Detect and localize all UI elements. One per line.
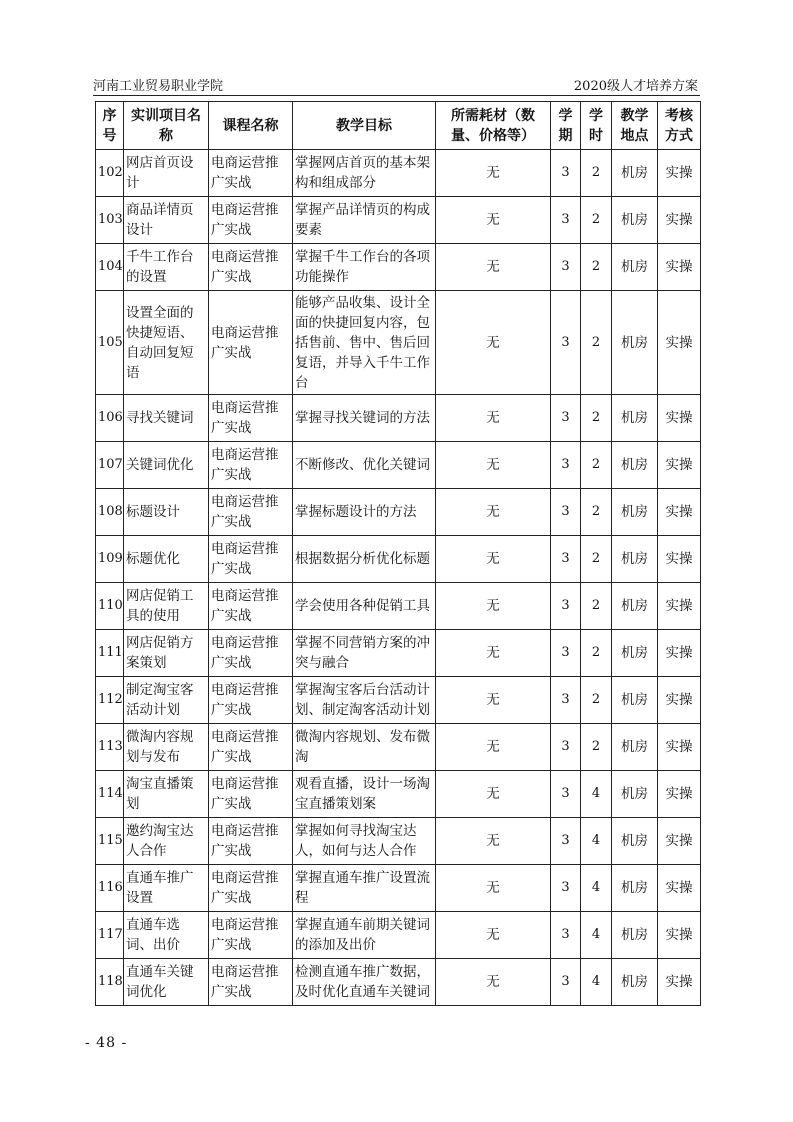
cell-hours: 2	[581, 244, 612, 291]
cell-place: 机房	[612, 865, 658, 912]
cell-place: 机房	[612, 724, 658, 771]
cell-goal: 掌握如何寻找淘宝达人，如何与达人合作	[293, 818, 436, 865]
cell-course: 电商运营推广实战	[209, 244, 293, 291]
table-row	[96, 677, 701, 724]
cell-no: 113	[96, 724, 124, 771]
cell-course: 电商运营推广实战	[209, 395, 293, 442]
header-divider	[93, 95, 700, 96]
cell-hours: 4	[581, 959, 612, 1006]
cell-goal: 掌握产品详情页的构成要素	[293, 197, 436, 244]
cell-no: 109	[96, 536, 124, 583]
cell-course: 电商运营推广实战	[209, 724, 293, 771]
cell-place: 机房	[612, 583, 658, 630]
page-number: - 48 -	[85, 1035, 128, 1051]
cell-hours: 2	[581, 536, 612, 583]
cell-term: 3	[551, 489, 581, 536]
cell-exam: 实操	[658, 442, 701, 489]
table-row	[96, 724, 701, 771]
cell-exam: 实操	[658, 197, 701, 244]
cell-material: 无	[436, 291, 551, 395]
cell-project: 关键词优化	[124, 442, 209, 489]
cell-course: 电商运营推广实战	[209, 771, 293, 818]
cell-term: 3	[551, 197, 581, 244]
cell-project: 千牛工作台的设置	[124, 244, 209, 291]
cell-no: 102	[96, 150, 124, 197]
cell-hours: 4	[581, 865, 612, 912]
table-row	[96, 395, 701, 442]
cell-no: 112	[96, 677, 124, 724]
cell-goal: 微淘内容规划、发布微淘	[293, 724, 436, 771]
cell-term: 3	[551, 865, 581, 912]
cell-place: 机房	[612, 244, 658, 291]
cell-goal: 能够产品收集、设计全面的快捷回复内容，包括售前、售中、售后回复语，并导入千牛工作台	[293, 291, 436, 395]
cell-no: 115	[96, 818, 124, 865]
cell-project: 微淘内容规划与发布	[124, 724, 209, 771]
table-row	[96, 771, 701, 818]
cell-project: 淘宝直播策划	[124, 771, 209, 818]
cell-course: 电商运营推广实战	[209, 150, 293, 197]
cell-exam: 实操	[658, 630, 701, 677]
cell-exam: 实操	[658, 865, 701, 912]
table-row	[96, 442, 701, 489]
table-row	[96, 630, 701, 677]
cell-exam: 实操	[658, 150, 701, 197]
cell-term: 3	[551, 244, 581, 291]
table-row	[96, 912, 701, 959]
cell-term: 3	[551, 912, 581, 959]
cell-goal: 掌握网店首页的基本架构和组成部分	[293, 150, 436, 197]
col-header-project: 实训项目名称	[124, 102, 209, 150]
cell-no: 114	[96, 771, 124, 818]
cell-no: 111	[96, 630, 124, 677]
cell-hours: 2	[581, 583, 612, 630]
cell-hours: 2	[581, 630, 612, 677]
col-header-no: 序号	[96, 102, 124, 150]
cell-term: 3	[551, 677, 581, 724]
cell-course: 电商运营推广实战	[209, 442, 293, 489]
cell-project: 网店促销工具的使用	[124, 583, 209, 630]
cell-project: 直通车选词、出价	[124, 912, 209, 959]
col-header-hours: 学时	[581, 102, 612, 150]
cell-no: 108	[96, 489, 124, 536]
cell-course: 电商运营推广实战	[209, 912, 293, 959]
cell-exam: 实操	[658, 395, 701, 442]
col-header-term: 学期	[551, 102, 581, 150]
cell-material: 无	[436, 912, 551, 959]
cell-place: 机房	[612, 197, 658, 244]
cell-material: 无	[436, 818, 551, 865]
cell-hours: 4	[581, 818, 612, 865]
cell-term: 3	[551, 395, 581, 442]
cell-place: 机房	[612, 771, 658, 818]
cell-hours: 2	[581, 291, 612, 395]
cell-place: 机房	[612, 395, 658, 442]
cell-course: 电商运营推广实战	[209, 818, 293, 865]
cell-no: 107	[96, 442, 124, 489]
cell-project: 标题设计	[124, 489, 209, 536]
cell-material: 无	[436, 771, 551, 818]
cell-material: 无	[436, 244, 551, 291]
cell-course: 电商运营推广实战	[209, 630, 293, 677]
cell-term: 3	[551, 442, 581, 489]
cell-course: 电商运营推广实战	[209, 197, 293, 244]
cell-project: 网店首页设计	[124, 150, 209, 197]
cell-goal: 掌握直通车推广设置流程	[293, 865, 436, 912]
cell-goal: 掌握千牛工作台的各项功能操作	[293, 244, 436, 291]
cell-no: 118	[96, 959, 124, 1006]
cell-project: 邀约淘宝达人合作	[124, 818, 209, 865]
cell-project: 商品详情页设计	[124, 197, 209, 244]
cell-project: 设置全面的快捷短语、自动回复短语	[124, 291, 209, 395]
training-table	[95, 101, 701, 1006]
cell-hours: 2	[581, 724, 612, 771]
header-document-title: 2020级人才培养方案	[573, 79, 698, 94]
cell-project: 标题优化	[124, 536, 209, 583]
cell-no: 117	[96, 912, 124, 959]
cell-goal: 掌握标题设计的方法	[293, 489, 436, 536]
cell-place: 机房	[612, 489, 658, 536]
cell-no: 105	[96, 291, 124, 395]
cell-term: 3	[551, 724, 581, 771]
cell-no: 106	[96, 395, 124, 442]
cell-course: 电商运营推广实战	[209, 865, 293, 912]
cell-no: 103	[96, 197, 124, 244]
cell-goal: 掌握不同营销方案的冲突与融合	[293, 630, 436, 677]
cell-project: 寻找关键词	[124, 395, 209, 442]
cell-no: 116	[96, 865, 124, 912]
cell-term: 3	[551, 150, 581, 197]
cell-course: 电商运营推广实战	[209, 959, 293, 1006]
col-header-goal: 教学目标	[293, 102, 436, 150]
cell-exam: 实操	[658, 818, 701, 865]
table-row	[96, 197, 701, 244]
cell-material: 无	[436, 536, 551, 583]
cell-project: 制定淘宝客活动计划	[124, 677, 209, 724]
cell-term: 3	[551, 536, 581, 583]
col-header-place: 教学地点	[612, 102, 658, 150]
cell-hours: 2	[581, 677, 612, 724]
cell-project: 直通车关键词优化	[124, 959, 209, 1006]
cell-hours: 4	[581, 771, 612, 818]
cell-material: 无	[436, 197, 551, 244]
cell-material: 无	[436, 630, 551, 677]
cell-place: 机房	[612, 818, 658, 865]
cell-course: 电商运营推广实战	[209, 536, 293, 583]
cell-material: 无	[436, 724, 551, 771]
cell-exam: 实操	[658, 912, 701, 959]
cell-material: 无	[436, 150, 551, 197]
cell-course: 电商运营推广实战	[209, 489, 293, 536]
cell-term: 3	[551, 583, 581, 630]
cell-material: 无	[436, 865, 551, 912]
cell-exam: 实操	[658, 244, 701, 291]
cell-course: 电商运营推广实战	[209, 677, 293, 724]
table-row	[96, 489, 701, 536]
cell-exam: 实操	[658, 536, 701, 583]
cell-exam: 实操	[658, 677, 701, 724]
cell-hours: 2	[581, 197, 612, 244]
cell-material: 无	[436, 489, 551, 536]
col-header-material: 所需耗材（数量、价格等）	[436, 102, 551, 150]
cell-term: 3	[551, 291, 581, 395]
cell-exam: 实操	[658, 583, 701, 630]
cell-hours: 2	[581, 489, 612, 536]
cell-no: 104	[96, 244, 124, 291]
cell-goal: 不断修改、优化关键词	[293, 442, 436, 489]
cell-term: 3	[551, 771, 581, 818]
cell-place: 机房	[612, 291, 658, 395]
cell-exam: 实操	[658, 489, 701, 536]
cell-place: 机房	[612, 912, 658, 959]
cell-project: 网店促销方案策划	[124, 630, 209, 677]
table-header-row	[96, 102, 701, 150]
cell-place: 机房	[612, 677, 658, 724]
cell-exam: 实操	[658, 959, 701, 1006]
cell-no: 110	[96, 583, 124, 630]
cell-exam: 实操	[658, 724, 701, 771]
cell-goal: 根据数据分析优化标题	[293, 536, 436, 583]
cell-material: 无	[436, 395, 551, 442]
cell-hours: 2	[581, 150, 612, 197]
cell-goal: 掌握直通车前期关键词的添加及出价	[293, 912, 436, 959]
table-row	[96, 244, 701, 291]
table-row	[96, 536, 701, 583]
cell-material: 无	[436, 442, 551, 489]
cell-hours: 4	[581, 912, 612, 959]
table-row	[96, 865, 701, 912]
cell-hours: 2	[581, 442, 612, 489]
cell-exam: 实操	[658, 291, 701, 395]
table-row	[96, 818, 701, 865]
cell-place: 机房	[612, 630, 658, 677]
cell-term: 3	[551, 818, 581, 865]
header-school-name: 河南工业贸易职业学院	[93, 79, 224, 94]
table-row	[96, 583, 701, 630]
table-row	[96, 959, 701, 1006]
table-row	[96, 150, 701, 197]
cell-goal: 检测直通车推广数据，及时优化直通车关键词	[293, 959, 436, 1006]
cell-exam: 实操	[658, 771, 701, 818]
cell-place: 机房	[612, 442, 658, 489]
col-header-course: 课程名称	[209, 102, 293, 150]
col-header-exam: 考核方式	[658, 102, 701, 150]
cell-course: 电商运营推广实战	[209, 291, 293, 395]
table-row	[96, 291, 701, 395]
cell-hours: 2	[581, 395, 612, 442]
cell-place: 机房	[612, 150, 658, 197]
cell-course: 电商运营推广实战	[209, 583, 293, 630]
cell-material: 无	[436, 959, 551, 1006]
cell-place: 机房	[612, 959, 658, 1006]
cell-term: 3	[551, 630, 581, 677]
cell-term: 3	[551, 959, 581, 1006]
cell-place: 机房	[612, 536, 658, 583]
cell-goal: 学会使用各种促销工具	[293, 583, 436, 630]
cell-material: 无	[436, 677, 551, 724]
cell-goal: 观看直播，设计一场淘宝直播策划案	[293, 771, 436, 818]
cell-goal: 掌握寻找关键词的方法	[293, 395, 436, 442]
cell-goal: 掌握淘宝客后台活动计划、制定淘客活动计划	[293, 677, 436, 724]
cell-project: 直通车推广设置	[124, 865, 209, 912]
cell-material: 无	[436, 583, 551, 630]
